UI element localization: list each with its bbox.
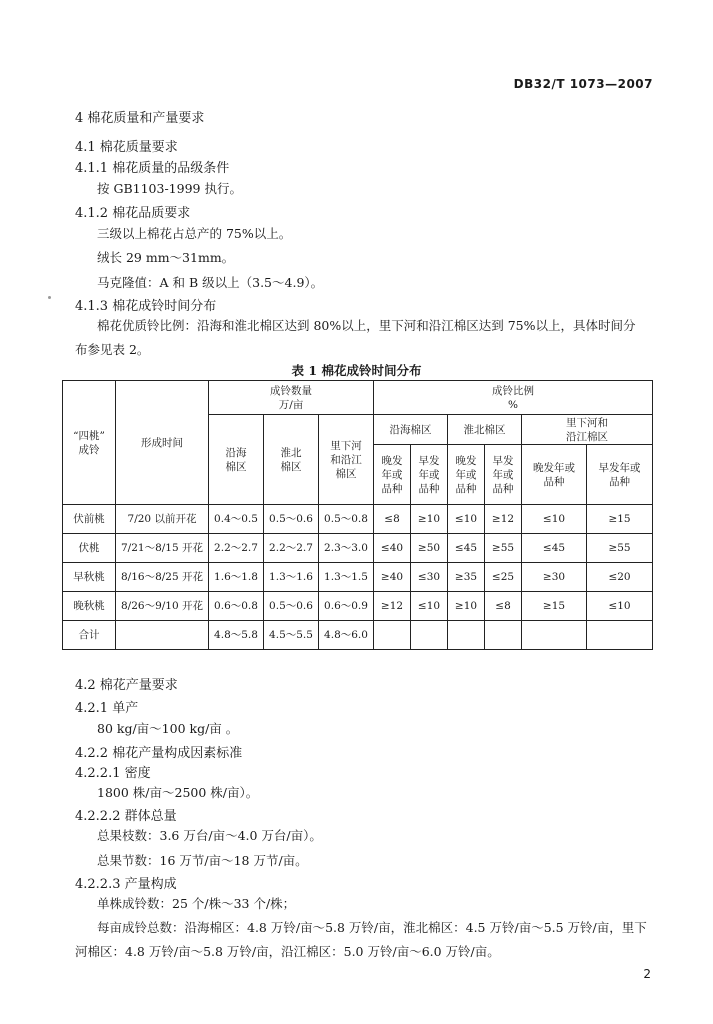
cell: ≤10 [587,592,653,621]
section-4-2-heading: 4.2 棉花产量要求 [75,678,178,693]
header-huaibei: 淮北 棉区 [264,415,319,505]
cell: 0.5～0.6 [264,505,319,534]
header-yanhai: 沿海 棉区 [209,415,264,505]
cell: ≤25 [485,563,522,592]
section-4-1-2-line-1: 三级以上棉花占总产的 75%以上。 [97,226,292,241]
header-early-wide: 早发年或 品种 [587,445,653,505]
cell [587,621,653,650]
cell: ≥12 [374,592,411,621]
header-late: 晚发 年或 品种 [448,445,485,505]
row-name: 晚秋桃 [63,592,116,621]
section-4-1-2-heading: 4.1.2 棉花品质要求 [75,206,191,221]
cell: 1.3～1.6 [264,563,319,592]
cell [485,621,522,650]
section-4-1-1-text: 按 GB1103-1999 执行。 [97,181,242,196]
cell: ≥55 [485,534,522,563]
section-4-2-1-heading: 4.2.1 单产 [75,701,139,716]
section-4-1-heading: 4.1 棉花质量要求 [75,140,178,155]
header-boll-ratio: 成铃比例 % [374,381,653,415]
header-time: 形成时间 [116,381,209,505]
cell: 1.3～1.5 [319,563,374,592]
cell [522,621,587,650]
row-time [116,621,209,650]
header-sitao: “四桃” 成铃 [63,381,116,505]
section-4-heading: 4 棉花质量和产量要求 [75,111,205,126]
header-lixiahe-ratio: 里下河和 沿江棉区 [522,415,653,445]
section-4-2-2-2-heading: 4.2.2.2 群体总量 [75,809,177,824]
table-row [63,563,653,592]
cell: 0.5～0.8 [319,505,374,534]
cell: ≤10 [522,505,587,534]
cell: ≤45 [448,534,485,563]
row-time: 8/16～8/25 开花 [116,563,209,592]
section-4-2-2-3-line-1: 单株成铃数：25 个/株～33 个/株； [97,896,296,911]
header-late: 晚发 年或 品种 [374,445,411,505]
cell [448,621,485,650]
cell: 0.5～0.6 [264,592,319,621]
table-row [63,534,653,563]
scan-speck [48,296,51,299]
cell: ≤8 [485,592,522,621]
cell: 4.5～5.5 [264,621,319,650]
cell: ≥15 [522,592,587,621]
cell: 1.6～1.8 [209,563,264,592]
section-4-2-2-1-heading: 4.2.2.1 密度 [75,766,151,781]
row-name: 伏前桃 [63,505,116,534]
cell: 0.6～0.9 [319,592,374,621]
header-huaibei-ratio: 淮北棉区 [448,415,522,445]
cell: ≤10 [411,592,448,621]
section-4-1-1-heading: 4.1.1 棉花质量的品级条件 [75,161,230,176]
header-early: 早发 年或 品种 [411,445,448,505]
cell: ≤40 [374,534,411,563]
row-time: 7/20 以前开花 [116,505,209,534]
cell: ≥35 [448,563,485,592]
page-number: 2 [643,967,651,981]
header-yanhai-ratio: 沿海棉区 [374,415,448,445]
cell: 4.8～5.8 [209,621,264,650]
header-lixiahe: 里下河 和沿江 棉区 [319,415,374,505]
cell: ≤20 [587,563,653,592]
cell: ≥10 [411,505,448,534]
section-4-2-2-3-para-line-2: 河棉区：4.8 万铃/亩～5.8 万铃/亩，沿江棉区：5.0 万铃/亩～6.0 万铃/亩。 [75,944,500,959]
section-4-2-2-2-line-2: 总果节数：16 万节/亩～18 万节/亩。 [97,853,308,868]
row-name: 伏桃 [63,534,116,563]
cell [374,621,411,650]
header-boll-count: 成铃数量 万/亩 [209,381,374,415]
cell: ≥15 [587,505,653,534]
table-caption: 表 1 棉花成铃时间分布 [291,363,422,378]
section-4-2-2-heading: 4.2.2 棉花产量构成因素标准 [75,746,243,761]
cell: 0.4～0.5 [209,505,264,534]
cell: ≥50 [411,534,448,563]
section-4-2-1-text: 80 kg/亩～100 kg/亩 。 [97,721,239,736]
row-name: 合计 [63,621,116,650]
cell: ≥10 [448,592,485,621]
cell: ≥55 [587,534,653,563]
cell: 2.3～3.0 [319,534,374,563]
header-early: 早发 年或 品种 [485,445,522,505]
section-4-1-2-line-3: 马克隆值：A 和 B 级以上（3.5～4.9）。 [97,275,324,290]
row-time: 7/21～8/15 开花 [116,534,209,563]
table-row [63,592,653,621]
cell: ≤8 [374,505,411,534]
cell: 2.2～2.7 [209,534,264,563]
cell: ≥30 [522,563,587,592]
cell [411,621,448,650]
section-4-1-2-line-2: 绒长 29 mm～31mm。 [97,250,235,265]
row-name: 早秋桃 [63,563,116,592]
section-4-2-2-1-text: 1800 株/亩～2500 株/亩）。 [97,785,259,800]
section-4-1-3-para-line-2: 布参见表 2。 [75,342,150,357]
header-late-wide: 晚发年或 品种 [522,445,587,505]
row-time: 8/26～9/10 开花 [116,592,209,621]
cell: ≤45 [522,534,587,563]
section-4-2-2-3-heading: 4.2.2.3 产量构成 [75,877,177,892]
cell: ≤30 [411,563,448,592]
cell: 4.8～6.0 [319,621,374,650]
boll-distribution-table [62,380,653,650]
section-4-1-3-heading: 4.1.3 棉花成铃时间分布 [75,299,217,314]
section-4-1-3-para-line-1: 棉花优质铃比例：沿海和淮北棉区达到 80%以上，里下河和沿江棉区达到 75%以上，具体时间分 [97,318,636,333]
cell: ≤10 [448,505,485,534]
table-row [63,505,653,534]
cell: 0.6～0.8 [209,592,264,621]
section-4-2-2-2-line-1: 总果枝数：3.6 万台/亩～4.0 万台/亩）。 [97,828,322,843]
cell: ≥12 [485,505,522,534]
table-row-total [63,621,653,650]
document-id: DB32/T 1073—2007 [513,77,653,91]
cell: 2.2～2.7 [264,534,319,563]
section-4-2-2-3-para-line-1: 每亩成铃总数：沿海棉区：4.8 万铃/亩～5.8 万铃/亩，淮北棉区：4.5 万铃/亩～5.5 万铃/亩，里下 [97,920,647,935]
cell: ≥40 [374,563,411,592]
